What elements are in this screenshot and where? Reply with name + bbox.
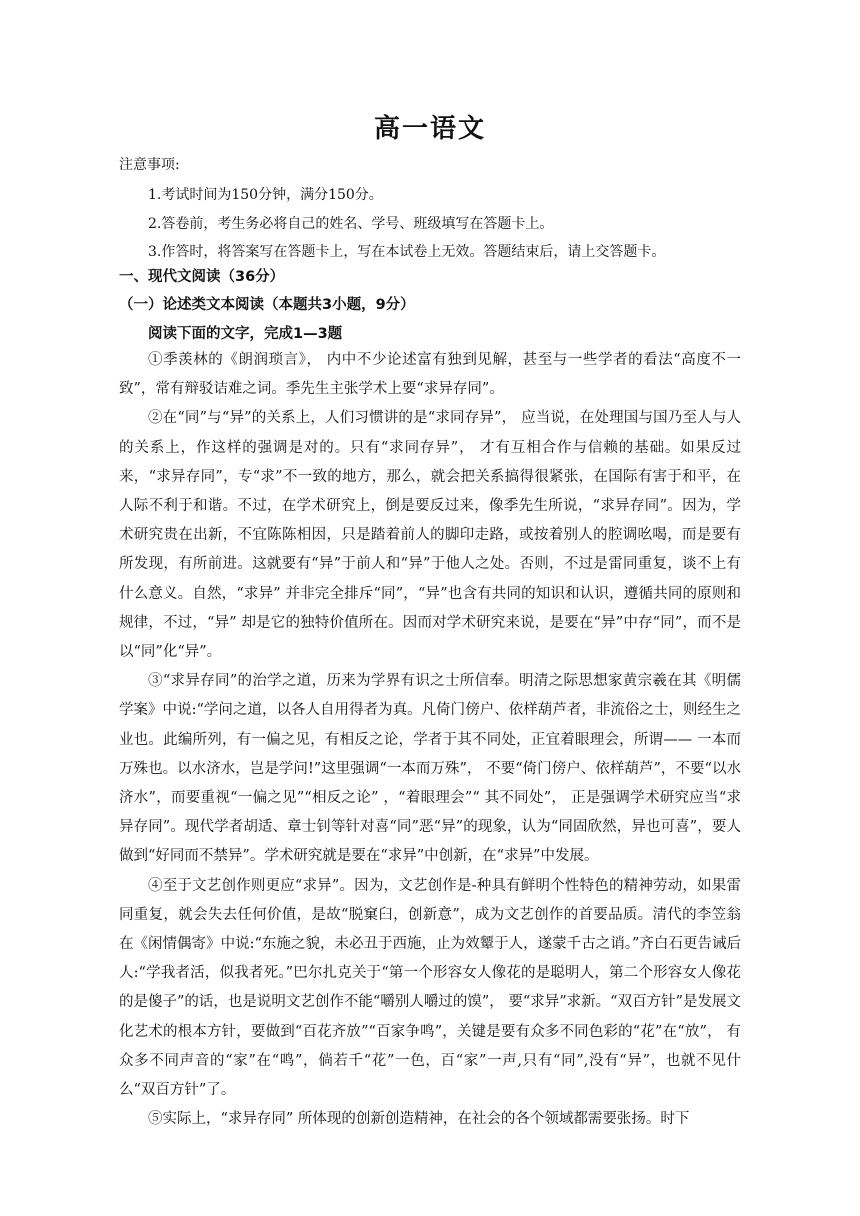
reading-passage	[119, 346, 741, 1134]
notice-heading: 注意事项:	[119, 157, 180, 173]
passage-paragraph-2: ②在“同”与“异”的关系上，人们习惯讲的是“求同存异”， 应当说，在处理国与国乃至人与人的关系上，作这样的强调是对的。只有“求同存异”， 才有互相合作与信赖的基础。如果反过来，“求异存同”，专“求”不一致的地方，那么，就会把关系搞得很紧张，在国际有害于和平，在人际不利于和谐。不过，在学术研究上，倒是要反过来，像季先生所说，“求异存同”。因为，学术研究贵在出新，不宜陈陈相因，只是踏着前人的脚印走路，或按着别人的腔调吆喝，而是要有所发现，有所前进。这就要有“异”于前人和“异”于他人之处。否则，不过是雷同重复，谈不上有什么意义。自然，“求异” 并非完全排斥“同”，“异”也含有共同的知识和认识，遵循共同的原则和规律，不过，“异” 却是它的独特价值所在。因而对学术研究来说，是要在“异”中存“同”，而不是以“同”化“异”。	[119, 410, 741, 661]
passage-paragraph-5: ⑤实际上，“求异存同” 所体现的创新创造精神，在社会的各个领域都需要张扬。时下	[148, 1111, 690, 1128]
section-heading-argumentative: （一）论述类文本阅读（本题共3小题，9分）	[119, 297, 415, 313]
section-heading-part1: 一、现代文阅读（36分）	[119, 269, 285, 285]
passage-paragraph-1: ①季羡林的《朗润琐言》， 内中不少论述富有独到见解，甚至与一些学者的看法“高度不一致”，常有辩驳诘难之词。季先生主张学术上要“求异存同”。	[119, 352, 741, 398]
reading-instruction: 阅读下面的文字，完成1—3题	[148, 326, 343, 342]
page-title: 高一语文	[373, 114, 486, 144]
passage-paragraph-3: ③“求异存同”的治学之道，历来为学界有识之士所信奉。明清之际思想家黄宗羲在其《明儒学案》中说:“学问之道，以各人自用得者为真。凡倚门傍户、依样葫芦者，非流俗之士，则经生之业也。此编所列，有一偏之见，有相反之论，学者于其不同处，正宜着眼理会，所谓—— 一本而万殊也。以水济水，岂是学问!”这里强调“一本而万殊”， 不要“倚门傍户、依样葫芦”，不要“以水济水”，而要重视“一偏之见”“相反之论” ，“着眼理会”“ 其不同处”， 正是强调学术研究应当“求异存同”。现代学者胡适、章士钊等针对喜“同”恶“异”的现象，认为“同固欣然，异也可喜”，要人做到“好同而不禁异”。学术研究就是要在“求异”中创新，在“求异”中发展。	[119, 673, 741, 865]
passage-paragraph-4: ④至于文艺创作则更应“求异”。因为，文艺创作是-种具有鲜明个性特色的精神劳动，如果雷同重复，就会失去任何价值，是故“脱窠臼，创新意”，成为文艺创作的首要品质。清代的李笠翁在《闲情偶寄》中说:“东施之貌，未必丑于西施，止为效颦于人，遂蒙千古之诮。”齐白石更告诫后人:“学我者活，似我者死。”巴尔扎克关于“第一个形容女人像花的是聪明人，第二个形容女人像花的是傻子”的话，也是说明文艺创作不能“嚼别人嚼过的馍”， 要“求异”求新。“双百方针”是发展文化艺术的根本方针，要做到“百花齐放”“百家争鸣”，关键是要有众多不同色彩的“花”在“放”， 有众多不同声音的“家”在“鸣”，倘若千“花”一色，百“家”一声,只有“同”,没有“异”，也就不见什么“双百方针”了。	[119, 877, 741, 1099]
notice-item-3: 3.作答时，将答案写在答题卡上，写在本试卷上无效。答题结束后，请上交答题卡。	[148, 244, 666, 260]
notice-item-2: 2.答卷前，考生务必将自己的姓名、学号、班级填写在答题卡上。	[148, 216, 554, 232]
notice-item-1: 1.考试时间为150分钟，满分150分。	[148, 187, 383, 203]
